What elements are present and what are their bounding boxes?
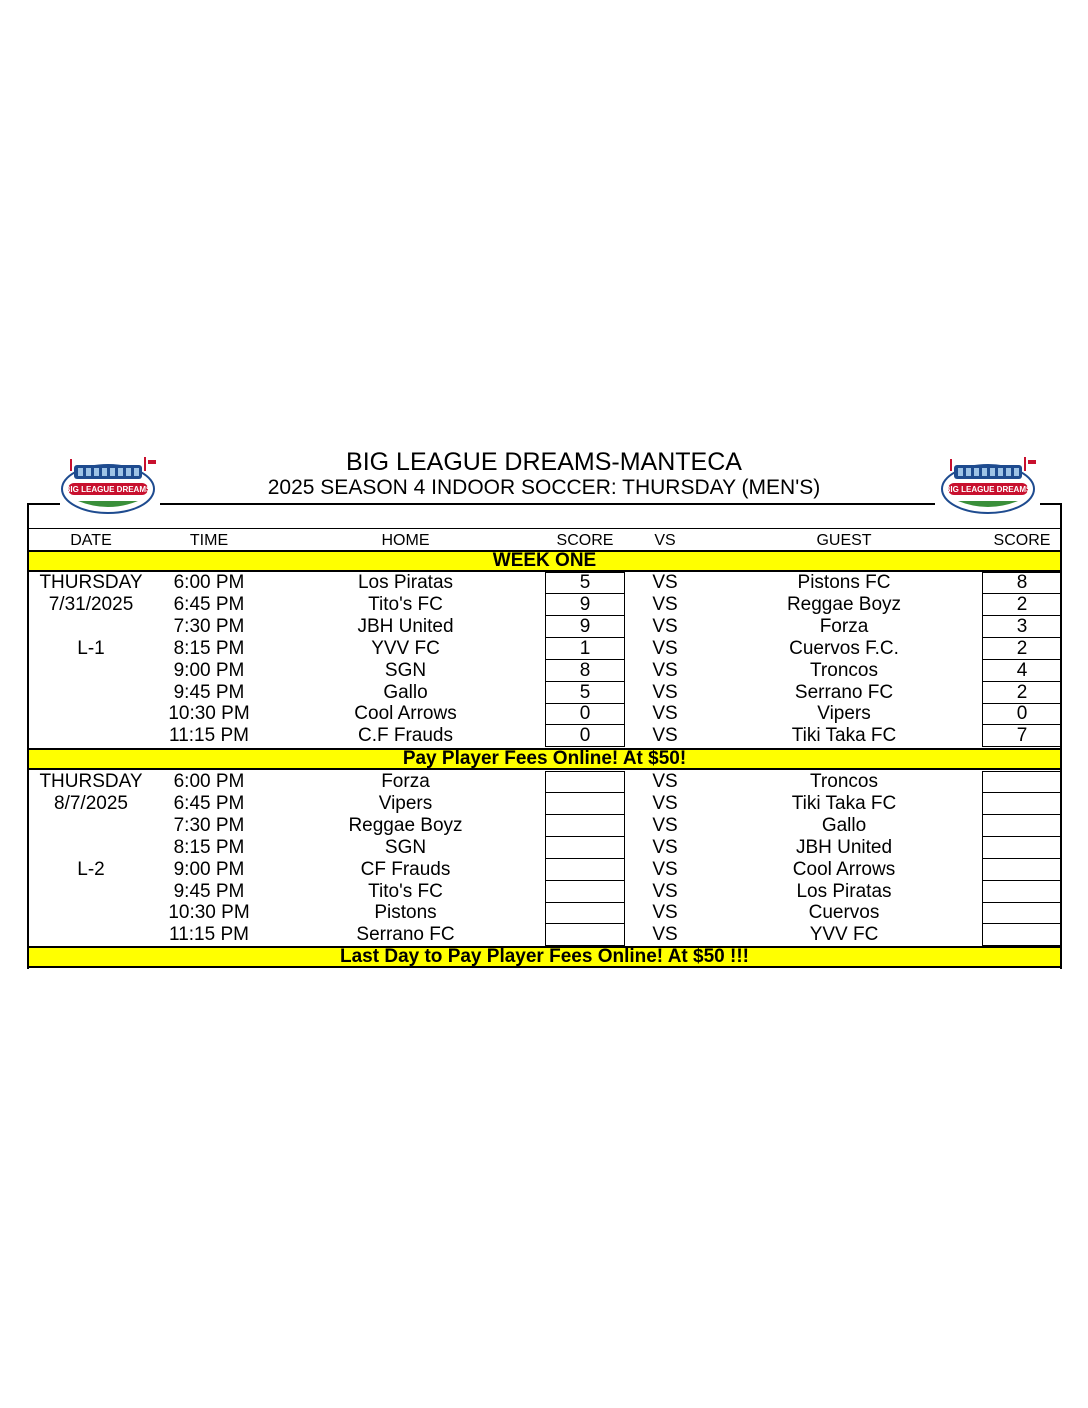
vs-label: VS: [652, 681, 678, 703]
home-team: Tito's FC: [368, 593, 443, 615]
game-time: 6:00 PM: [173, 572, 245, 593]
game-time: 10:30 PM: [168, 902, 250, 924]
col-header-score: SCORE: [556, 532, 614, 549]
game-row: [27, 815, 1062, 837]
home-team: Cool Arrows: [354, 703, 457, 725]
vs-label: VS: [652, 659, 678, 681]
game-time: 9:45 PM: [173, 880, 245, 902]
guest-score: [982, 902, 1062, 924]
guest-score: [982, 837, 1062, 859]
date-cell: [27, 616, 155, 638]
game-time: 11:15 PM: [169, 725, 249, 747]
home-team: JBH United: [357, 615, 454, 637]
home-score: [545, 924, 625, 946]
fee-reminder-banner: Pay Player Fees Online! At $50!: [27, 748, 1062, 770]
game-time: 7:30 PM: [173, 814, 245, 836]
home-score: [545, 859, 625, 881]
home-team: Serrano FC: [356, 924, 455, 946]
date-cell: [27, 725, 155, 747]
game-time: 6:45 PM: [173, 792, 245, 814]
home-team: Forza: [381, 771, 430, 792]
logo-text-right: BIG LEAGUE DREAMS: [944, 485, 1032, 494]
home-team: C.F Frauds: [357, 725, 454, 747]
date-cell: [27, 924, 155, 946]
vs-label: VS: [652, 792, 678, 814]
home-score: [545, 881, 625, 903]
guest-team: Vipers: [817, 703, 871, 725]
home-score: 9: [579, 615, 591, 637]
guest-score: [982, 881, 1062, 903]
guest-score: 2: [1016, 593, 1028, 615]
logo-text-left: BIG LEAGUE DREAMS: [64, 485, 152, 494]
game-row: [27, 638, 1062, 660]
home-team: SGN: [384, 659, 427, 681]
guest-team: Forza: [819, 615, 869, 637]
col-header-time: TIME: [189, 532, 229, 549]
guest-team: Cool Arrows: [792, 858, 896, 880]
home-score: 5: [579, 572, 591, 593]
home-score: [545, 793, 625, 815]
home-score: 5: [579, 681, 591, 703]
guest-team: Tiki Taka FC: [791, 792, 897, 814]
game-time: 9:00 PM: [173, 659, 245, 681]
game-time: 8:15 PM: [173, 637, 245, 659]
game-time: 8:15 PM: [173, 836, 245, 858]
game-row: [27, 725, 1062, 747]
guest-score: 2: [1016, 637, 1028, 659]
date-cell: L-1: [77, 637, 105, 659]
game-row: [27, 616, 1062, 638]
vs-label: VS: [652, 836, 678, 858]
home-team: SGN: [384, 836, 427, 858]
game-row: [27, 572, 1062, 594]
guest-score: [982, 793, 1062, 815]
date-cell: 7/31/2025: [48, 593, 134, 615]
home-team: Reggae Boyz: [348, 814, 463, 836]
vs-label: VS: [652, 924, 678, 946]
guest-score: [982, 815, 1062, 837]
home-score: 1: [579, 637, 591, 659]
guest-score: 4: [1016, 659, 1028, 681]
home-team: Los Piratas: [357, 572, 454, 593]
game-row: [27, 793, 1062, 815]
vs-label: VS: [652, 771, 678, 792]
date-cell: [27, 837, 155, 859]
game-time: 7:30 PM: [173, 615, 245, 637]
column-header-row: [27, 529, 1062, 551]
game-row: [27, 660, 1062, 682]
guest-score: 2: [1016, 681, 1028, 703]
home-team: YVV FC: [371, 637, 440, 659]
home-score: [545, 837, 625, 859]
col-header-date: DATE: [70, 532, 112, 549]
date-cell: [27, 815, 155, 837]
home-team: CF Frauds: [360, 858, 451, 880]
date-cell: [27, 902, 155, 924]
home-team: Pistons: [374, 902, 437, 924]
game-row: [27, 881, 1062, 903]
guest-team: Serrano FC: [794, 681, 894, 703]
col-header-guest: GUEST: [816, 532, 872, 549]
game-row: [27, 771, 1062, 793]
home-score: [545, 771, 625, 793]
game-time: 11:15 PM: [169, 924, 249, 946]
game-row: [27, 703, 1062, 725]
game-row: [27, 902, 1062, 924]
vs-label: VS: [652, 637, 678, 659]
guest-team: Reggae Boyz: [786, 593, 902, 615]
guest-team: Los Piratas: [796, 880, 892, 902]
game-row: [27, 859, 1062, 881]
page-title: BIG LEAGUE DREAMS-MANTECA: [346, 448, 742, 476]
game-row: [27, 924, 1062, 946]
home-score: 0: [579, 703, 591, 725]
vs-label: VS: [652, 572, 678, 593]
game-time: 6:00 PM: [173, 771, 245, 792]
guest-team: Cuervos: [808, 902, 880, 924]
guest-team: YVV FC: [809, 924, 879, 946]
date-cell: THURSDAY: [39, 572, 143, 593]
vs-label: VS: [652, 725, 678, 747]
game-row: [27, 594, 1062, 616]
guest-score: 8: [1016, 572, 1028, 593]
game-time: 9:00 PM: [173, 858, 245, 880]
col-header-vs: VS: [654, 532, 676, 549]
guest-score: [982, 859, 1062, 881]
guest-score: 0: [1016, 703, 1028, 725]
date-cell: [27, 703, 155, 725]
vs-label: VS: [652, 593, 678, 615]
guest-team: JBH United: [795, 836, 893, 858]
date-cell: [27, 682, 155, 704]
last-day-fee-banner: Last Day to Pay Player Fees Online! At $50 !!!: [27, 946, 1062, 968]
date-cell: THURSDAY: [39, 771, 143, 792]
guest-score: [982, 924, 1062, 946]
home-score: 0: [579, 725, 591, 747]
game-time: 6:45 PM: [173, 593, 245, 615]
guest-score: 7: [1016, 725, 1028, 747]
game-time: 9:45 PM: [173, 681, 245, 703]
col-header-guest-score: SCORE: [993, 532, 1051, 549]
date-cell: [27, 660, 155, 682]
col-header-home: HOME: [381, 532, 430, 549]
page-subtitle: 2025 SEASON 4 INDOOR SOCCER: THURSDAY (MEN'S): [267, 476, 821, 499]
home-team: Tito's FC: [368, 880, 443, 902]
guest-score: [982, 771, 1062, 793]
game-time: 10:30 PM: [168, 703, 250, 725]
game-row: [27, 837, 1062, 859]
home-score: 8: [579, 659, 591, 681]
guest-team: Cuervos F.C.: [789, 637, 899, 659]
vs-label: VS: [652, 858, 678, 880]
date-cell: [27, 881, 155, 903]
home-score: [545, 902, 625, 924]
week-title-banner: WEEK ONE: [27, 550, 1062, 572]
date-cell: L-2: [77, 858, 105, 880]
home-score: [545, 815, 625, 837]
home-team: Vipers: [378, 792, 433, 814]
game-row: [27, 682, 1062, 704]
home-team: Gallo: [383, 681, 428, 703]
guest-score: 3: [1016, 615, 1028, 637]
vs-label: VS: [652, 703, 678, 725]
date-cell: 8/7/2025: [54, 792, 128, 814]
guest-team: Gallo: [821, 814, 867, 836]
home-score: 9: [579, 593, 591, 615]
guest-team: Tiki Taka FC: [791, 725, 897, 747]
vs-label: VS: [652, 814, 678, 836]
guest-team: Troncos: [810, 771, 878, 792]
vs-label: VS: [652, 880, 678, 902]
vs-label: VS: [652, 902, 678, 924]
vs-label: VS: [652, 615, 678, 637]
guest-team: Pistons FC: [797, 572, 891, 593]
guest-team: Troncos: [810, 659, 878, 681]
